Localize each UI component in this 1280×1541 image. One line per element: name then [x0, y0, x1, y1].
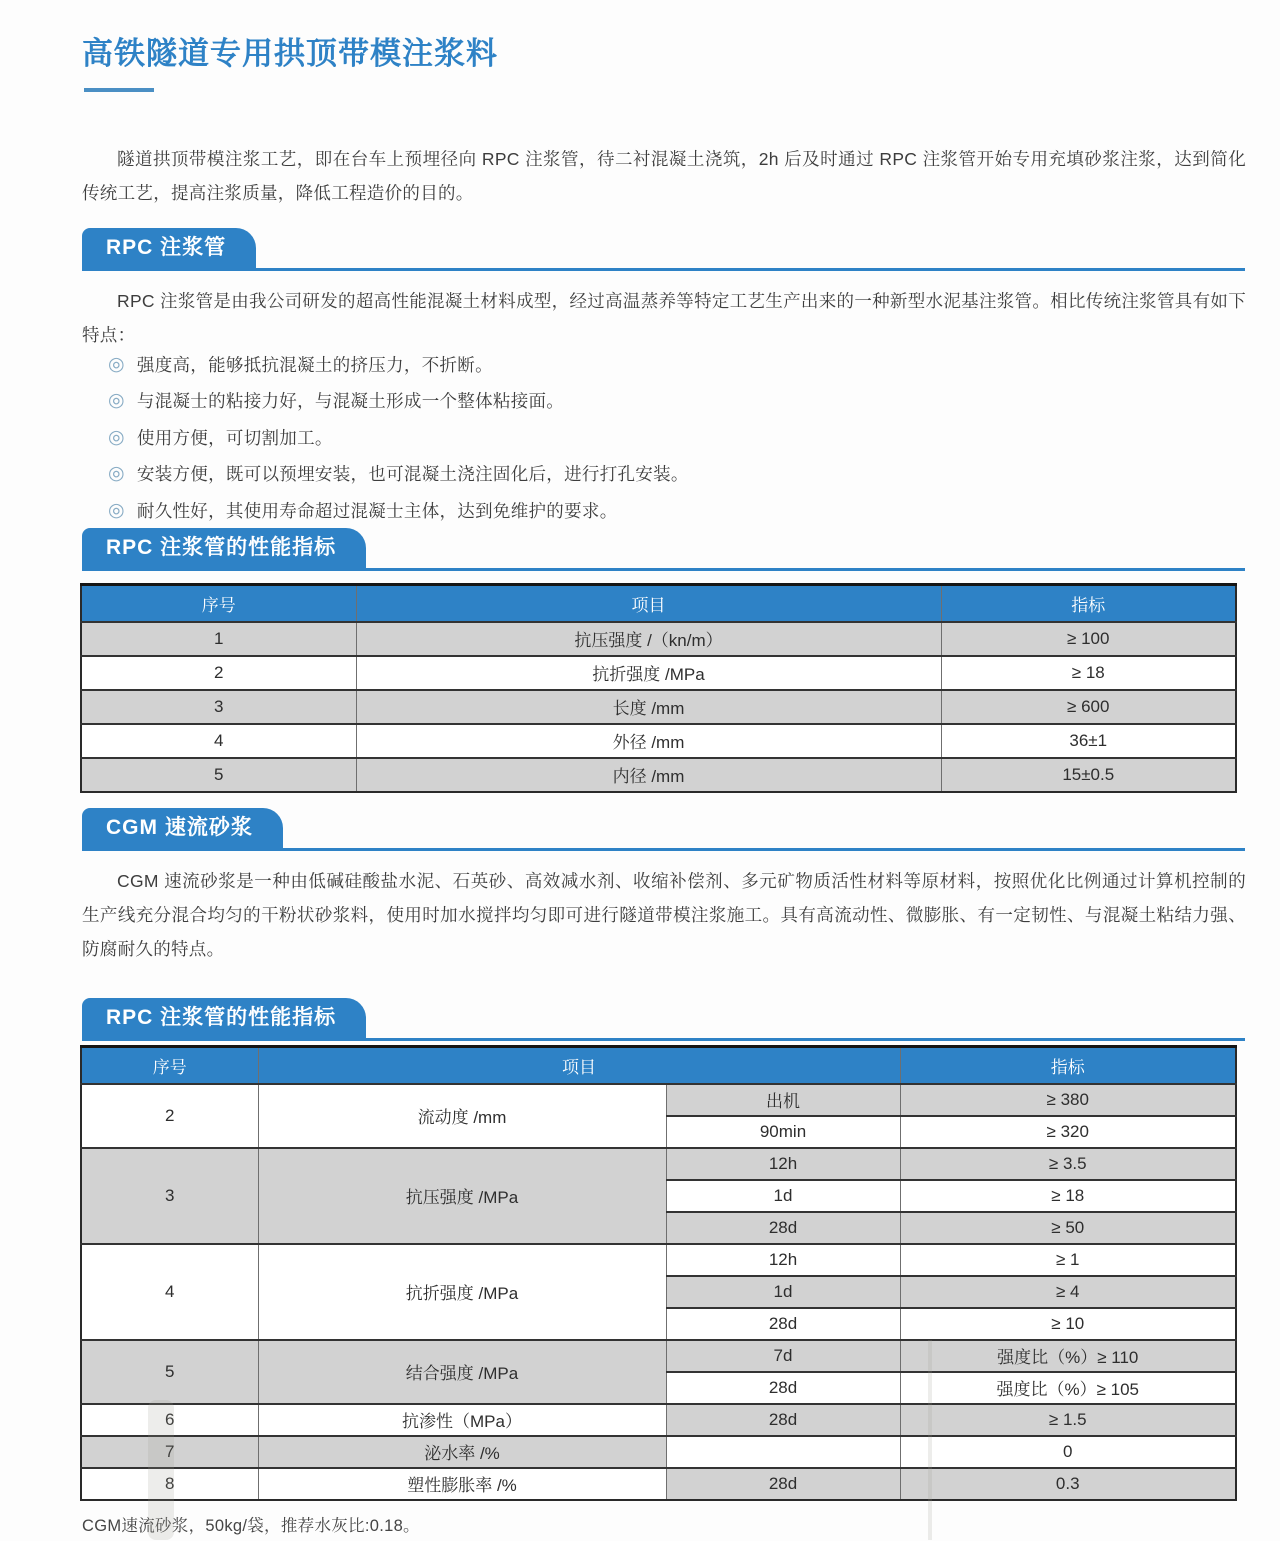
cell-condition: 28d: [666, 1468, 900, 1500]
cell-item: 结合强度 /MPa: [258, 1340, 666, 1404]
cell-value: ≥ 1.5: [900, 1404, 1236, 1436]
cell-no: 4: [81, 724, 356, 758]
cell-item: 抗压强度 /MPa: [258, 1148, 666, 1244]
column-header-value: 指标: [941, 585, 1236, 622]
feature-item: [108, 383, 689, 420]
table-row: [81, 690, 1236, 724]
cell-value: ≥ 600: [941, 690, 1236, 724]
feature-text: 使用方便，可切割加工。: [136, 427, 333, 448]
table-row: [81, 656, 1236, 690]
cell-condition: 7d: [666, 1340, 900, 1372]
cell-condition: [666, 1436, 900, 1468]
rpc-pipe-description: RPC 注浆管是由我公司研发的超高性能混凝土材料成型，经过高温蒸养等特定工艺生产出来的一种新型水泥基注浆管。相比传统注浆管具有如下特点：: [82, 291, 1246, 345]
rpc-feature-list: [108, 346, 689, 529]
table-row: [81, 1436, 1236, 1468]
cell-item: 抗折强度 /MPa: [258, 1244, 666, 1340]
feature-item: [108, 492, 689, 529]
rpc-table-body: [81, 622, 1236, 792]
table-row: [81, 622, 1236, 656]
cell-condition: 12h: [666, 1148, 900, 1180]
cell-no: 8: [81, 1468, 258, 1500]
cell-condition: 90min: [666, 1116, 900, 1148]
section-badge: RPC 注浆管: [82, 228, 256, 268]
cgm-table-body: [81, 1084, 1236, 1500]
cell-no: 1: [81, 622, 356, 656]
cell-value: ≥ 18: [941, 656, 1236, 690]
section-head-cgm: [82, 808, 1245, 851]
cell-no: 6: [81, 1404, 258, 1436]
cell-value: 0.3: [900, 1468, 1236, 1500]
bullet-icon: ◎: [108, 426, 125, 448]
cell-condition: 28d: [666, 1212, 900, 1244]
column-header-item: 项目: [258, 1047, 900, 1084]
cell-value: 15±0.5: [941, 758, 1236, 792]
section-badge: RPC 注浆管的性能指标: [82, 528, 366, 568]
feature-item: [108, 419, 689, 456]
cgm-description: CGM 速流砂浆是一种由低碱硅酸盐水泥、石英砂、高效减水剂、收缩补偿剂、多元矿物质活性材料等原材料，按照优化比例通过计算机控制的生产线充分混合均匀的干粉状砂浆料，使用时加水搅拌均匀即可进行隧道带模注浆施工。具有高流动性、微膨胀、有一定韧性、与混凝土粘结力强、防腐耐久的特点。: [82, 871, 1246, 959]
column-header-no: 序号: [81, 1047, 258, 1084]
section-head-rpc-pipe: [82, 228, 1245, 271]
cell-value: ≥ 3.5: [900, 1148, 1236, 1180]
column-header-no: 序号: [81, 585, 356, 622]
cell-value: ≥ 1: [900, 1244, 1236, 1276]
table-row: [81, 1468, 1236, 1500]
cell-item: 泌水率 /%: [258, 1436, 666, 1468]
cell-no: 5: [81, 758, 356, 792]
cell-value: ≥ 4: [900, 1276, 1236, 1308]
feature-text: 与混凝士的粘接力好，与混凝土形成一个整体粘接面。: [136, 391, 565, 412]
cell-condition: 28d: [666, 1372, 900, 1404]
rpc-performance-table: [80, 583, 1237, 793]
cell-condition: 1d: [666, 1276, 900, 1308]
cell-item: 长度 /mm: [356, 690, 941, 724]
cell-value: 强度比（%）≥ 110: [900, 1340, 1236, 1372]
cell-no: 3: [81, 690, 356, 724]
cell-no: 3: [81, 1148, 258, 1244]
section-head-rpc-table: [82, 528, 1245, 571]
table-row: [81, 724, 1236, 758]
cell-no: 5: [81, 1340, 258, 1404]
feature-text: 安装方便，既可以预埋安装，也可混凝土浇注固化后，进行打孔安装。: [136, 464, 689, 485]
cell-condition: 28d: [666, 1308, 900, 1340]
table-row: [81, 1084, 1236, 1116]
bullet-icon: ◎: [108, 353, 125, 375]
table-row: [81, 1244, 1236, 1276]
cell-item: 内径 /mm: [356, 758, 941, 792]
bullet-icon: ◎: [108, 463, 125, 485]
title-underline: [84, 88, 154, 92]
bullet-icon: ◎: [108, 390, 125, 412]
feature-text: 强度高，能够抵抗混凝土的挤压力，不折断。: [136, 354, 493, 375]
table-row: [81, 1148, 1236, 1180]
cell-condition: 1d: [666, 1180, 900, 1212]
cell-no: 7: [81, 1436, 258, 1468]
cell-value: 36±1: [941, 724, 1236, 758]
cell-item: 抗压强度 /（kn/m）: [356, 622, 941, 656]
cell-value: 强度比（%）≥ 105: [900, 1372, 1236, 1404]
cell-condition: 12h: [666, 1244, 900, 1276]
feature-text: 耐久性好，其使用寿命超过混凝士主体，达到免维护的要求。: [136, 500, 618, 521]
cell-value: ≥ 320: [900, 1116, 1236, 1148]
cell-condition: 28d: [666, 1404, 900, 1436]
section-badge: CGM 速流砂浆: [82, 808, 283, 848]
cell-condition: 出机: [666, 1084, 900, 1116]
footer-note: CGM速流砂浆，50kg/袋，推荐水灰比:0.18。: [82, 1517, 420, 1535]
bullet-icon: ◎: [108, 499, 125, 521]
cell-value: ≥ 380: [900, 1084, 1236, 1116]
cell-no: 2: [81, 656, 356, 690]
cell-value: ≥ 100: [941, 622, 1236, 656]
cell-item: 抗折强度 /MPa: [356, 656, 941, 690]
cell-item: 塑性膨胀率 /%: [258, 1468, 666, 1500]
table-row: [81, 758, 1236, 792]
page-title: 高铁隧道专用拱顶带模注浆料: [82, 36, 498, 71]
cell-value: ≥ 50: [900, 1212, 1236, 1244]
cell-no: 2: [81, 1084, 258, 1148]
feature-item: [108, 346, 689, 383]
table-row: [81, 1404, 1236, 1436]
section-badge: RPC 注浆管的性能指标: [82, 998, 366, 1038]
column-header-value: 指标: [900, 1047, 1236, 1084]
intro-paragraph: 隧道拱顶带模注浆工艺，即在台车上预埋径向 RPC 注浆管，待二衬混凝土浇筑，2h 后及时通过 RPC 注浆管开始专用充填砂浆注浆，达到简化传统工艺，提高注浆质量，降低工程造价的目的。: [82, 149, 1246, 203]
cell-item: 外径 /mm: [356, 724, 941, 758]
cell-value: ≥ 18: [900, 1180, 1236, 1212]
cgm-performance-table: [80, 1045, 1237, 1501]
column-header-item: 项目: [356, 585, 941, 622]
feature-item: [108, 456, 689, 493]
cell-value: ≥ 10: [900, 1308, 1236, 1340]
cell-value: 0: [900, 1436, 1236, 1468]
cell-no: 4: [81, 1244, 258, 1340]
cell-item: 抗渗性（MPa）: [258, 1404, 666, 1436]
section-head-cgm-table: [82, 998, 1245, 1041]
cell-item: 流动度 /mm: [258, 1084, 666, 1148]
table-row: [81, 1340, 1236, 1372]
